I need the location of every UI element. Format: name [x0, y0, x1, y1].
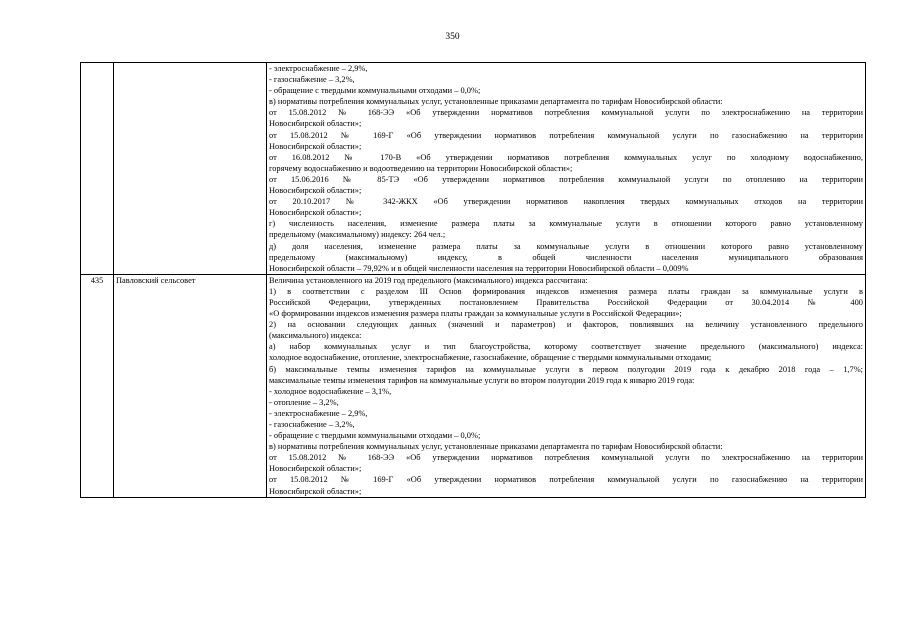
- calculation-description-cell: [267, 63, 866, 275]
- text-line: - газоснабжение – 3,2%,: [269, 420, 355, 429]
- text-line: горячему водоснабжению и водоотведению на территории Новосибирской области»;: [269, 163, 573, 173]
- text-line: (максимального) индекса:: [269, 331, 362, 341]
- row-number-cell: [81, 274, 114, 497]
- text-line: 1) в соответствии с разделом III Основ формирования индексов изменения размера платы граждан за коммунальные услуги в: [269, 286, 863, 296]
- calculation-description-cell: [267, 274, 866, 497]
- text-line: предельному (максимальному) индексу, в общей численности населения муниципального образования: [269, 252, 863, 262]
- text-line: г) численность населения, изменение размера платы за коммунальные услуги в отношении которого равно установленному: [269, 219, 863, 229]
- text-line: максимальные темпы изменения тарифов на коммунальные услуги во втором полугодии 2019 года к январю 2019 года:: [269, 375, 695, 385]
- text-line: - отопление – 3,2%,: [269, 397, 339, 407]
- tariff-index-table: [80, 62, 866, 498]
- text-line: Новосибирской области»;: [269, 464, 362, 474]
- text-line: Новосибирской области»;: [269, 486, 362, 496]
- text-line: Новосибирской области»;: [269, 208, 362, 218]
- text-line: Российской Федерации, утвержденных постановлением Правительства Российской Федерации от 30.04.2014 № 400: [269, 297, 863, 307]
- municipality-name-cell: [114, 63, 267, 275]
- municipality-name-cell: [114, 274, 267, 497]
- text-line: от 15.08.2012 № 169-Г «Об утверждении нормативов потребления коммунальной услуги по газоснабжению на территории: [269, 130, 863, 140]
- text-line: Новосибирской области»;: [269, 141, 362, 151]
- text-line: от 15.06.2016 № 85-ТЭ «Об утверждении нормативов потребления коммунальной услуги по отоплению на территории: [269, 174, 863, 184]
- text-line: 2) на основании следующих данных (значений и параметров) и факторов, повлиявших на величину установленного предельного: [269, 320, 863, 330]
- text-line: «О формировании индексов изменения размера платы граждан за коммунальные услуги в Российской Федерации»;: [269, 309, 682, 319]
- text-line: от 15.08.2012 № 168-ЭЭ «Об утверждении нормативов потребления коммунальной услуги по электроснабжению на территории: [269, 453, 863, 463]
- text-line: от 20.10.2017 № 342-ЖКХ «Об утверждении нормативов накопления твердых коммунальных отходов на территории: [269, 197, 863, 207]
- municipality-name: Павловский сельсовет: [116, 275, 196, 285]
- text-line: - холодное водоснабжение – 3,1%,: [269, 386, 392, 396]
- row-number: 435: [90, 275, 104, 285]
- text-line: холодное водоснабжение, отопление, электроснабжение, газоснабжение, обращение с твердыми коммунальными отходами;: [269, 353, 712, 363]
- text-line: д) доля населения, изменение размера платы за коммунальные услуги в отношении которого равно установленному: [269, 241, 863, 251]
- text-line: от 15.08.2012 № 169-Г «Об утверждении нормативов потребления коммунальной услуги по газоснабжению на территории: [269, 475, 863, 485]
- text-line: - электроснабжение – 2,9%,: [269, 408, 368, 418]
- table-row: [81, 274, 866, 497]
- text-line: - газоснабжение – 3,2%,: [269, 75, 355, 85]
- text-line: Новосибирской области»;: [269, 186, 362, 196]
- text-line: от 16.08.2012 № 170-В «Об утверждении нормативов потребления коммунальных услуг по холодному водоснабжению,: [269, 152, 863, 162]
- text-line: б) максимальные темпы изменения тарифов на коммунальные услуги в первом полугодии 2019 года к декабрю 2018 года – 1,7%;: [269, 364, 863, 374]
- table-body: [81, 63, 866, 498]
- row-number-cell: [81, 63, 114, 275]
- page-number: 350: [445, 32, 460, 42]
- text-line: в) нормативы потребления коммунальных услуг, установленные приказами департамента по тарифам Новосибирской области:: [269, 97, 723, 107]
- text-line: от 15.08.2012 № 168-ЭЭ «Об утверждении нормативов потребления коммунальной услуги по электроснабжению на территории: [269, 108, 863, 118]
- text-line: - обращение с твердыми коммунальными отходами – 0,0%;: [269, 86, 481, 96]
- text-line: Новосибирской области – 79,92% и в общей численности населения на территории Новосибирской области – 0,009%: [269, 263, 689, 273]
- text-line: а) набор коммунальных услуг и тип благоустройства, которому соответствует значение предельного (максимального) индекса:: [269, 342, 863, 352]
- text-line: - обращение с твердыми коммунальными отходами – 0,0%;: [269, 431, 481, 441]
- text-line: предельному (максимальному) индексу: 264 чел.;: [269, 230, 446, 240]
- text-line: Величина установленного на 2019 год предельного (максимального) индекса рассчитана:: [269, 275, 588, 285]
- text-line: Новосибирской области»;: [269, 119, 362, 129]
- text-line: - электроснабжение – 2,9%,: [269, 64, 368, 73]
- table-row: [81, 63, 866, 275]
- text-line: в) нормативы потребления коммунальных услуг, установленные приказами департамента по тарифам Новосибирской области:: [269, 442, 723, 452]
